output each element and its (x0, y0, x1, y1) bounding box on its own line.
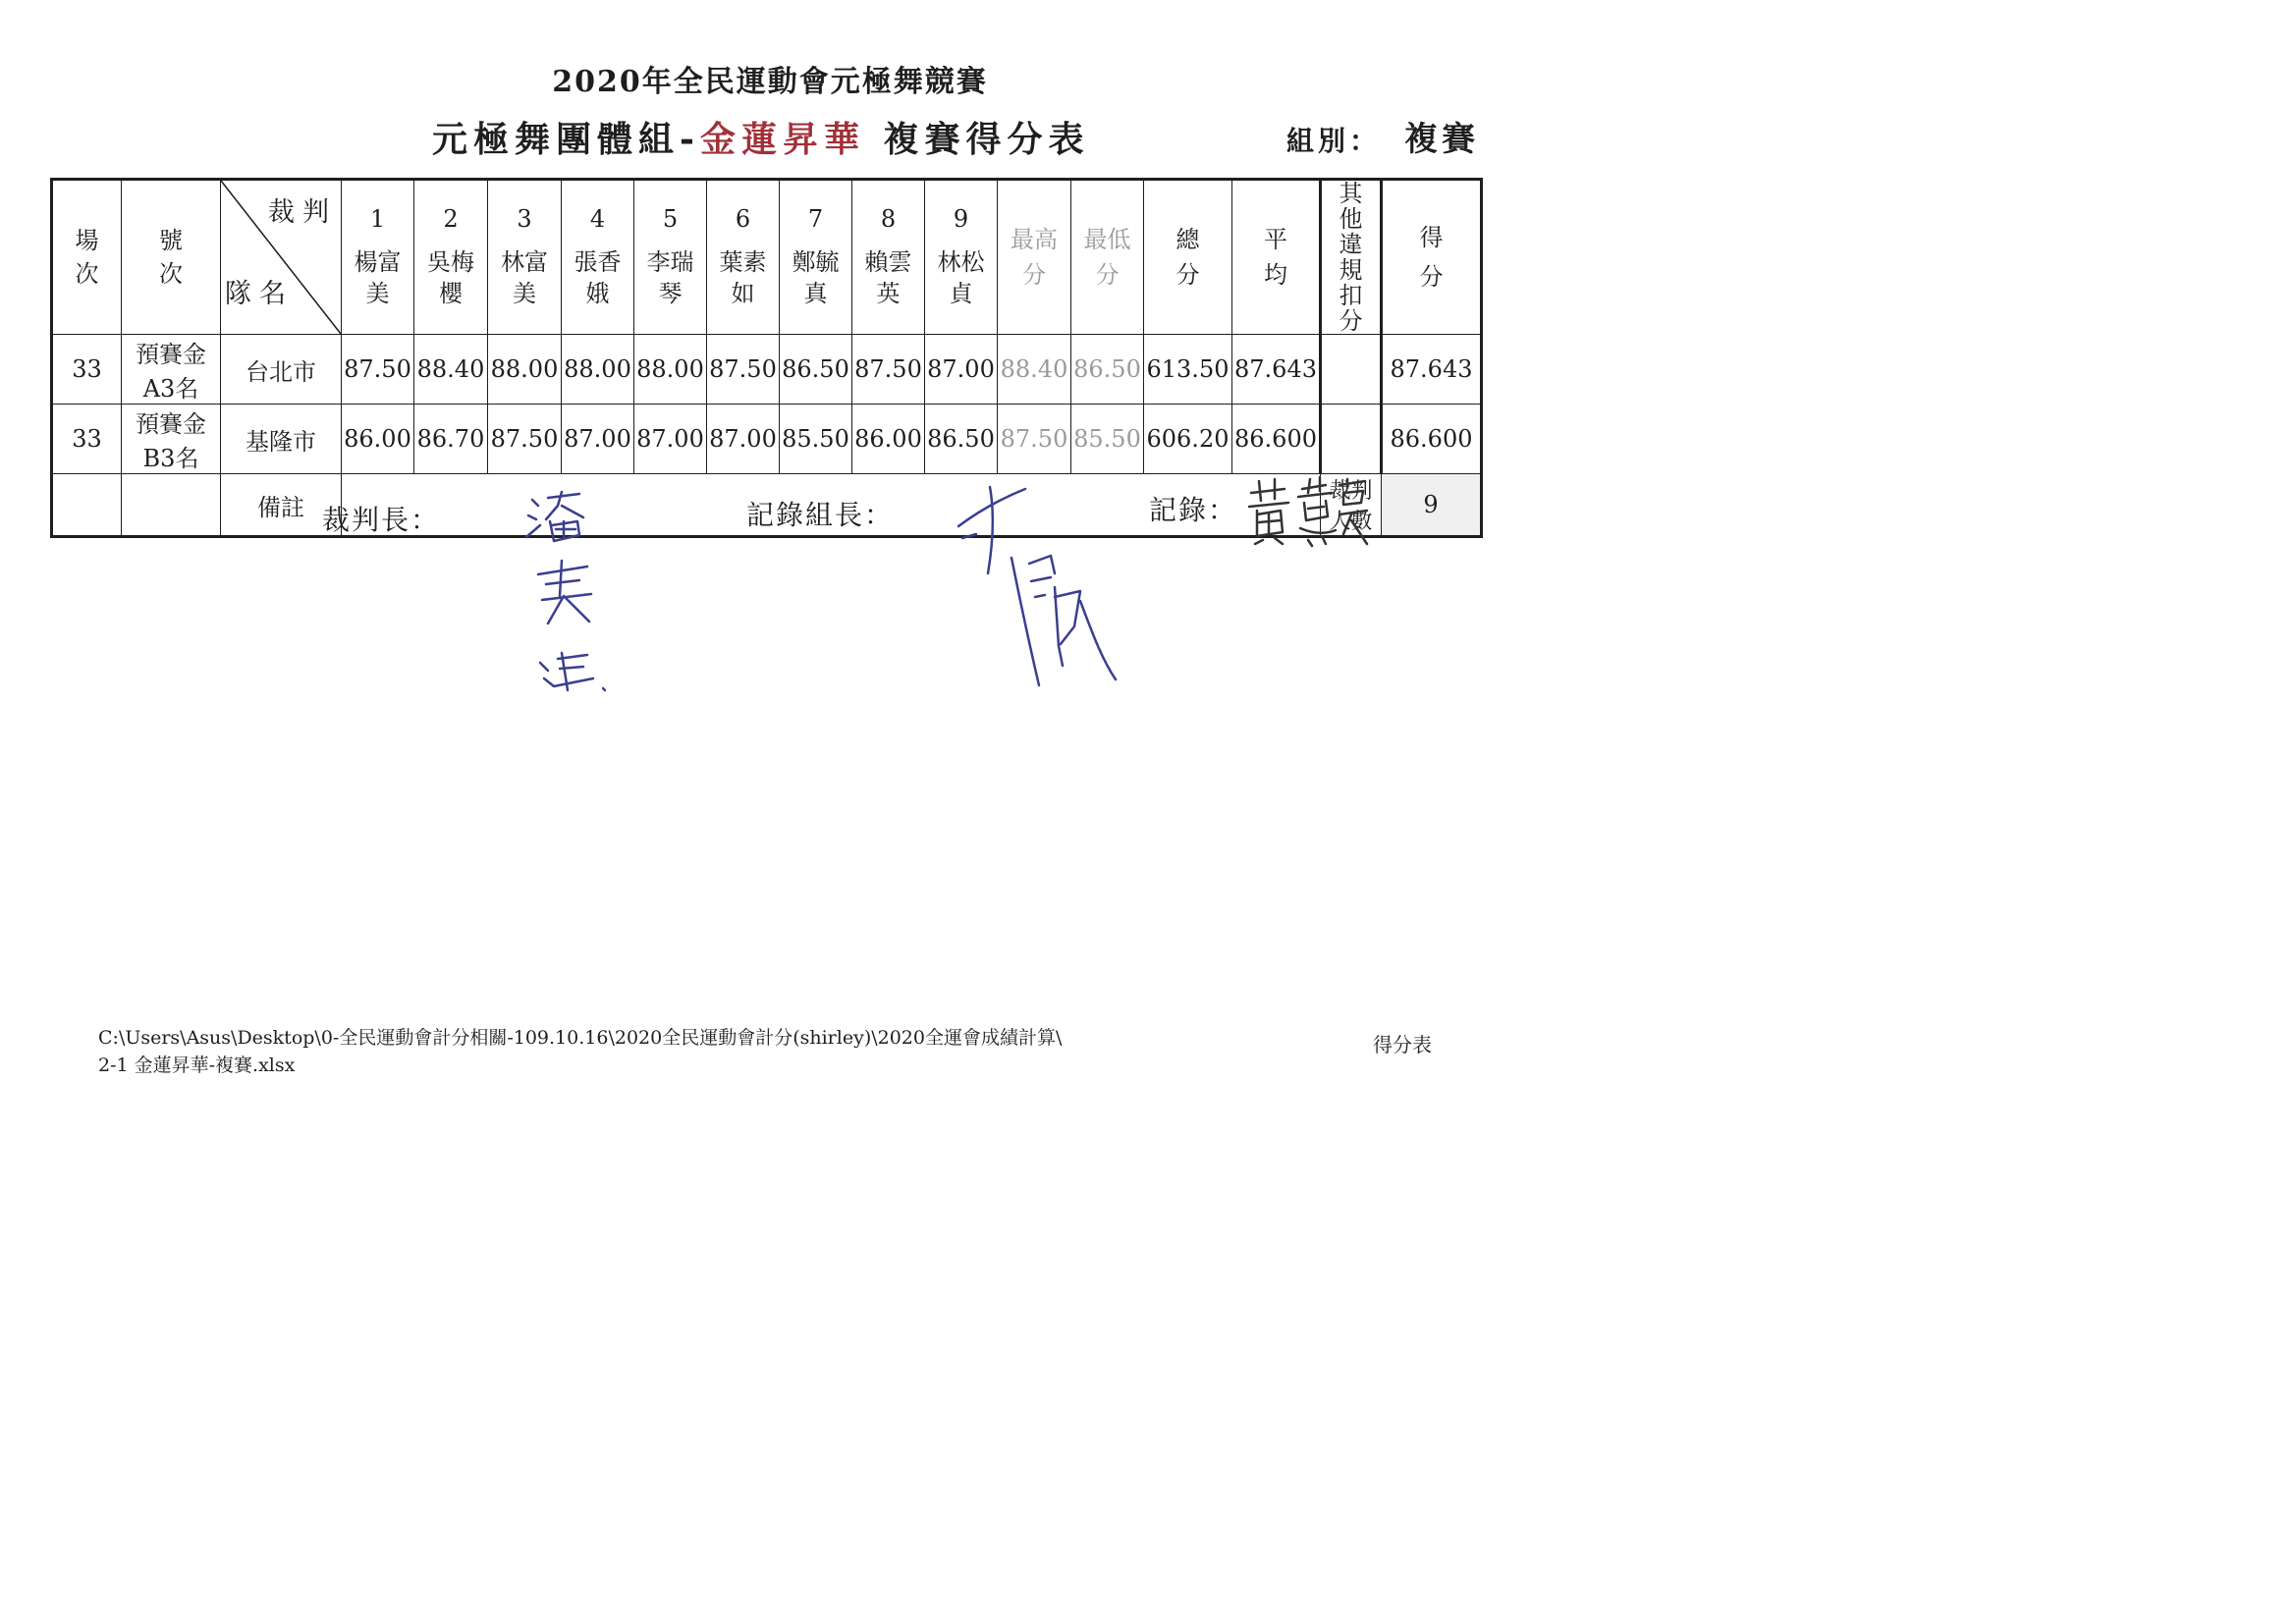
recorder-label: 記錄： (1149, 494, 1238, 526)
table-row (52, 335, 1482, 405)
record-leader-signature (953, 479, 1129, 695)
header-number (122, 180, 221, 335)
judge-number: 6 (735, 205, 751, 233)
header-deduction (1321, 180, 1382, 335)
judge-name: 吳梅櫻 (427, 248, 474, 307)
subtitle-suffix: 複賽得分表 (883, 119, 1090, 160)
judge-header (562, 180, 634, 335)
row-score: 87.50 (342, 335, 414, 405)
header-lowest (1071, 180, 1144, 335)
judge-number: 7 (807, 205, 824, 233)
recorder-signature (1245, 475, 1373, 554)
judge-header (342, 180, 414, 335)
row-score: 88.40 (414, 335, 488, 405)
judge-header (925, 180, 998, 335)
judge-name: 賴雲英 (864, 248, 912, 307)
judge-label: 裁判 (268, 197, 337, 228)
header-total (1144, 180, 1232, 335)
subtitle-highlight: 金蓮昇華 (699, 119, 865, 160)
chief-judge-signature (519, 486, 617, 702)
row-score: 88.00 (562, 335, 634, 405)
remark-empty-number (122, 474, 221, 537)
judge-header (852, 180, 925, 335)
file-path-line2: 2-1 金蓮昇華-複賽.xlsx (98, 1055, 296, 1076)
row-score: 86.00 (852, 405, 925, 474)
row-total: 606.20 (1144, 405, 1232, 474)
judge-count-value: 9 (1382, 474, 1482, 537)
group-indicator (1286, 112, 1479, 160)
document-title: 2020年全民運動會元極舞競賽 (552, 65, 988, 99)
row-lowest: 86.50 (1071, 335, 1144, 405)
judge-number: 1 (369, 205, 386, 233)
row-score: 87.00 (562, 405, 634, 474)
row-team: 台北市 (221, 335, 342, 405)
remark-label: 備註 (221, 474, 342, 537)
row-score: 87.00 (707, 405, 780, 474)
group-label: 組別： (1286, 125, 1382, 157)
lowest-label: 最低分 (1083, 226, 1131, 289)
header-judge-team (221, 180, 342, 335)
score-label: 得分 (1419, 224, 1444, 291)
row-deduction (1321, 405, 1382, 474)
row-score: 87.00 (925, 335, 998, 405)
row-score: 86.50 (780, 335, 852, 405)
remark-empty-session (52, 474, 122, 537)
row-score: 86.70 (414, 405, 488, 474)
total-label: 總分 (1175, 226, 1200, 289)
deduction-label: 其他違規扣分 (1339, 180, 1363, 335)
judge-name: 林富美 (501, 248, 548, 307)
chief-judge-label: 裁判長： (322, 504, 441, 536)
sheet-name: 得分表 (1373, 1033, 1432, 1056)
judge-number: 4 (589, 205, 606, 233)
judge-name: 鄭毓真 (792, 248, 840, 307)
average-label: 平均 (1264, 226, 1287, 289)
row-session: 33 (52, 405, 122, 474)
highest-label: 最高分 (1011, 226, 1058, 289)
row-score: 88.00 (488, 335, 562, 405)
judge-header (634, 180, 707, 335)
judge-number: 9 (953, 205, 969, 233)
judge-name: 葉素如 (719, 248, 767, 307)
row-highest: 88.40 (998, 335, 1071, 405)
judge-header (707, 180, 780, 335)
row-score: 86.50 (925, 405, 998, 474)
row-score: 87.00 (634, 405, 707, 474)
number-label: 號次 (159, 227, 183, 288)
row-team: 基隆市 (221, 405, 342, 474)
row-score: 87.50 (852, 335, 925, 405)
session-label: 場次 (75, 227, 99, 288)
judge-number: 3 (517, 205, 532, 233)
row-total: 613.50 (1144, 335, 1232, 405)
team-label: 隊名 (225, 279, 294, 309)
judge-name: 楊富美 (354, 248, 402, 307)
row-score: 87.50 (707, 335, 780, 405)
row-final: 87.643 (1382, 335, 1482, 405)
judge-header (488, 180, 562, 335)
judge-name: 張香娥 (574, 248, 622, 307)
judge-name: 李瑞琴 (646, 248, 694, 307)
row-average: 87.643 (1232, 335, 1321, 405)
file-path (98, 1024, 1062, 1079)
file-path-line1: C:\Users\Asus\Desktop\0-全民運動會計分相關-109.10.16\2020全民運動會計分(shirley)\2020全運會成績計算\ (98, 1027, 1063, 1049)
header-average (1232, 180, 1321, 335)
row-score: 85.50 (780, 405, 852, 474)
row-score: 88.00 (634, 335, 707, 405)
table-row (52, 405, 1482, 474)
header-highest (998, 180, 1071, 335)
row-session: 33 (52, 335, 122, 405)
judge-number: 8 (880, 205, 897, 233)
header-score (1382, 180, 1482, 335)
judge-count-label: 裁判人數 (1321, 474, 1382, 537)
row-lowest: 85.50 (1071, 405, 1144, 474)
header-row (52, 180, 1482, 335)
row-number: 預賽金B3名 (122, 405, 221, 474)
row-deduction (1321, 335, 1382, 405)
document-subtitle (432, 112, 1090, 162)
judge-name: 林松貞 (937, 248, 985, 307)
group-value: 複賽 (1404, 120, 1480, 159)
row-highest: 87.50 (998, 405, 1071, 474)
judge-number: 2 (443, 205, 459, 233)
record-leader-label: 記錄組長： (746, 499, 895, 531)
row-score: 87.50 (488, 405, 562, 474)
judge-header (414, 180, 488, 335)
row-average: 86.600 (1232, 405, 1321, 474)
row-score: 86.00 (342, 405, 414, 474)
subtitle-prefix: 元極舞團體組- (432, 119, 700, 160)
row-number: 預賽金A3名 (122, 335, 221, 405)
row-final: 86.600 (1382, 405, 1482, 474)
header-session (52, 180, 122, 335)
judge-number: 5 (662, 205, 679, 233)
judge-header (780, 180, 852, 335)
